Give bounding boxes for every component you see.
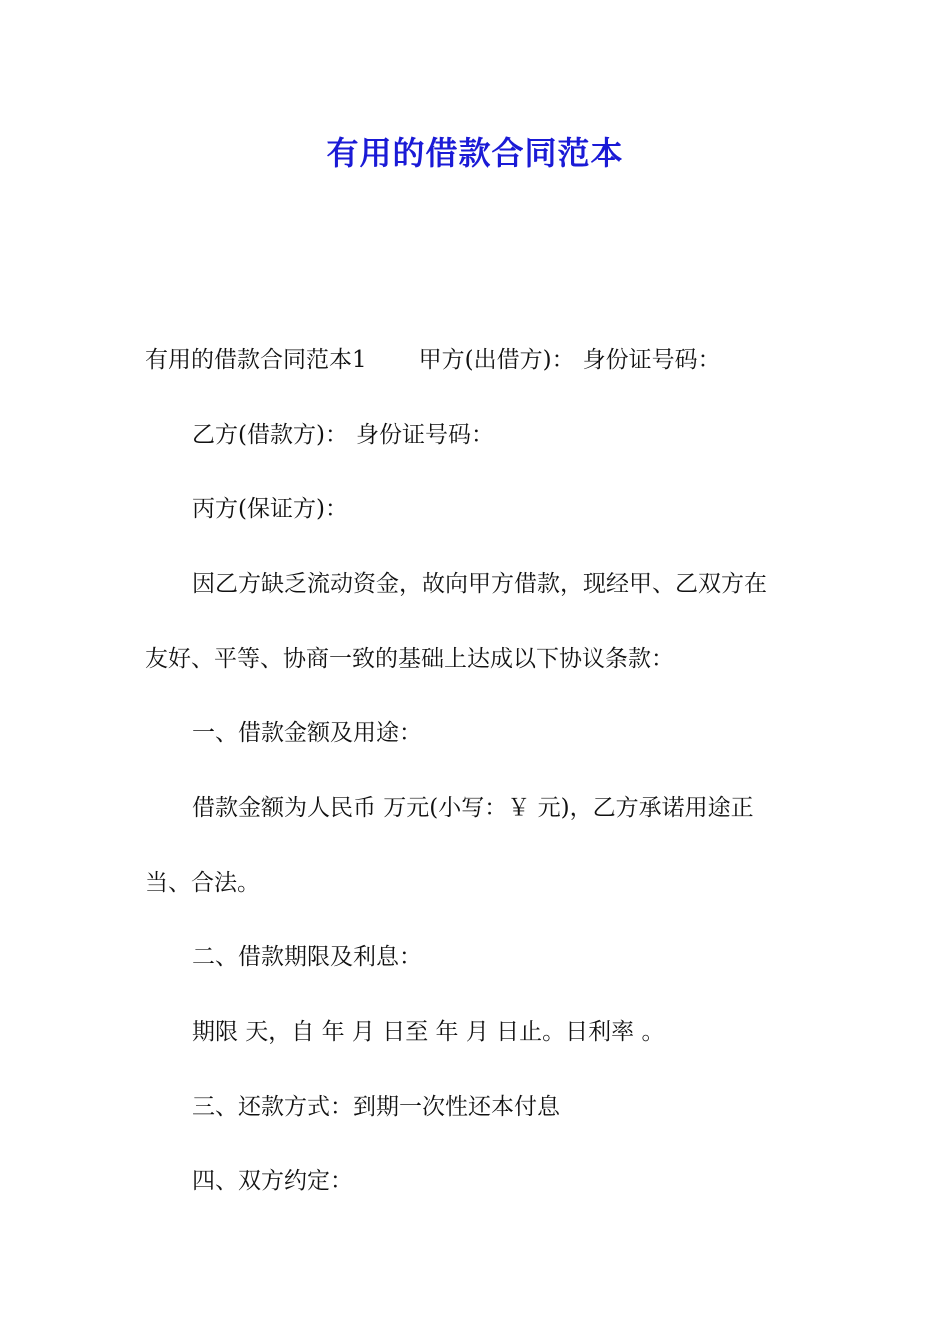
loan-amount-line1: 借款金额为人民币 万元(小写：￥ 元)，乙方承诺用途正 (192, 795, 754, 821)
loan-term-line: 期限 天，自 年 月 日至 年 月 日止。日利率 。 (192, 1019, 665, 1045)
section-3-heading: 三、还款方式：到期一次性还本付息 (192, 1094, 560, 1120)
lender-label: 甲方(出借方)： (418, 347, 575, 373)
borrower-id-label: 身份证号码： (355, 422, 494, 448)
party-b-line (192, 421, 494, 449)
paragraph-intro-line1: 因乙方缺乏流动资金，故向甲方借款，现经甲、乙双方在 (192, 571, 767, 597)
section-4-heading: 四、双方约定： (192, 1168, 353, 1194)
section-1-heading: 一、借款金额及用途： (192, 720, 422, 746)
document-title: 有用的借款合同范本 (326, 134, 624, 172)
paragraph-intro-line2: 友好、平等、协商一致的基础上达成以下协议条款： (145, 646, 674, 672)
section-2-heading: 二、借款期限及利息： (192, 944, 422, 970)
contract-heading-text: 有用的借款合同范本1 (145, 347, 367, 373)
borrower-label: 乙方(借款方)： (192, 422, 348, 448)
lender-id-label: 身份证号码： (582, 347, 721, 373)
guarantor-label: 丙方(保证方)： (192, 496, 348, 522)
party-a-line (145, 346, 721, 374)
loan-amount-line2: 当、合法。 (145, 870, 260, 896)
